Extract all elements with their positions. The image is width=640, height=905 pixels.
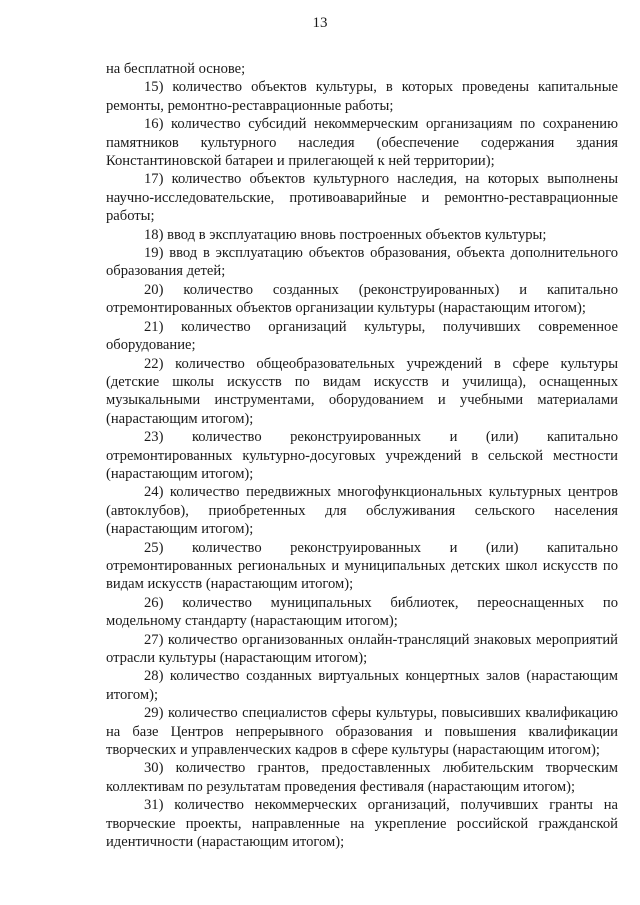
list-item: 22) количество общеобразовательных учреждений в сфере культуры (детские школы искусств по видам искусств и училища), оснащенных музыкальными инструментами, оборудованием и учебными материалами (нарастающим итогом);: [106, 355, 618, 427]
list-item: 30) количество грантов, предоставленных любительским творческим коллективам по результатам проведения фестиваля (нарастающим итогом);: [106, 760, 618, 795]
list-item: 29) количество специалистов сферы культуры, повысивших квалификацию на базе Центров непрерывного образования и повышения квалификации творческих и управленческих кадров в сфере культуры (нарастающим итогом);: [106, 705, 618, 759]
list-item: 21) количество организаций культуры, получивших современное оборудование;: [106, 318, 618, 354]
list-item: 17) количество объектов культурного наследия, на которых выполнены научно-исследовательские, противоаварийные и ремонтно-реставрационные работы;: [106, 171, 618, 225]
list-item: 28) количество созданных виртуальных концертных залов (нарастающим итогом);: [106, 668, 618, 703]
list-item: 25) количество реконструированных и (или) капитально отремонтированных региональных и муниципальных детских школ искусств по видам искусств (нарастающим итогом);: [106, 539, 618, 593]
list-item: 23) количество реконструированных и (или) капитально отремонтированных культурно-досуговых учреждений в сельской местности (нарастающим итогом);: [106, 429, 618, 482]
list-item: 16) количество субсидий некоммерческим организациям по сохранению памятников культурного наследия (обеспечение содержания здания Константиновской батареи и прилегающей к ней территории);: [106, 116, 618, 170]
list-item: 15) количество объектов культуры, в которых проведены капитальные ремонты, ремонтно-реставрационные работы;: [106, 79, 618, 114]
document-body: [106, 60, 618, 851]
list-item: 26) количество муниципальных библиотек, переоснащенных по модельному стандарту (нарастающим итогом);: [106, 594, 618, 630]
list-item: 20) количество созданных (реконструированных) и капитально отремонтированных объектов организации культуры (нарастающим итогом);: [106, 281, 618, 317]
list-item: 18) ввод в эксплуатацию вновь построенных объектов культуры;: [144, 226, 547, 243]
list-item: 24) количество передвижных многофункциональных культурных центров (автоклубов), приобретенных для обслуживания сельского населения (нарастающим итогом);: [106, 484, 618, 538]
list-item: 19) ввод в эксплуатацию объектов образования, объекта дополнительного образования детей;: [106, 245, 618, 280]
list-item: 31) количество некоммерческих организаций, получивших гранты на творческие проекты, направленные на укрепление российской гражданской идентичности (нарастающим итогом);: [106, 797, 618, 851]
lead-text: на бесплатной основе;: [106, 61, 246, 77]
list-item: 27) количество организованных онлайн-трансляций знаковых мероприятий отрасли культуры (нарастающим итогом);: [106, 631, 618, 666]
page-number: 13: [312, 15, 328, 31]
